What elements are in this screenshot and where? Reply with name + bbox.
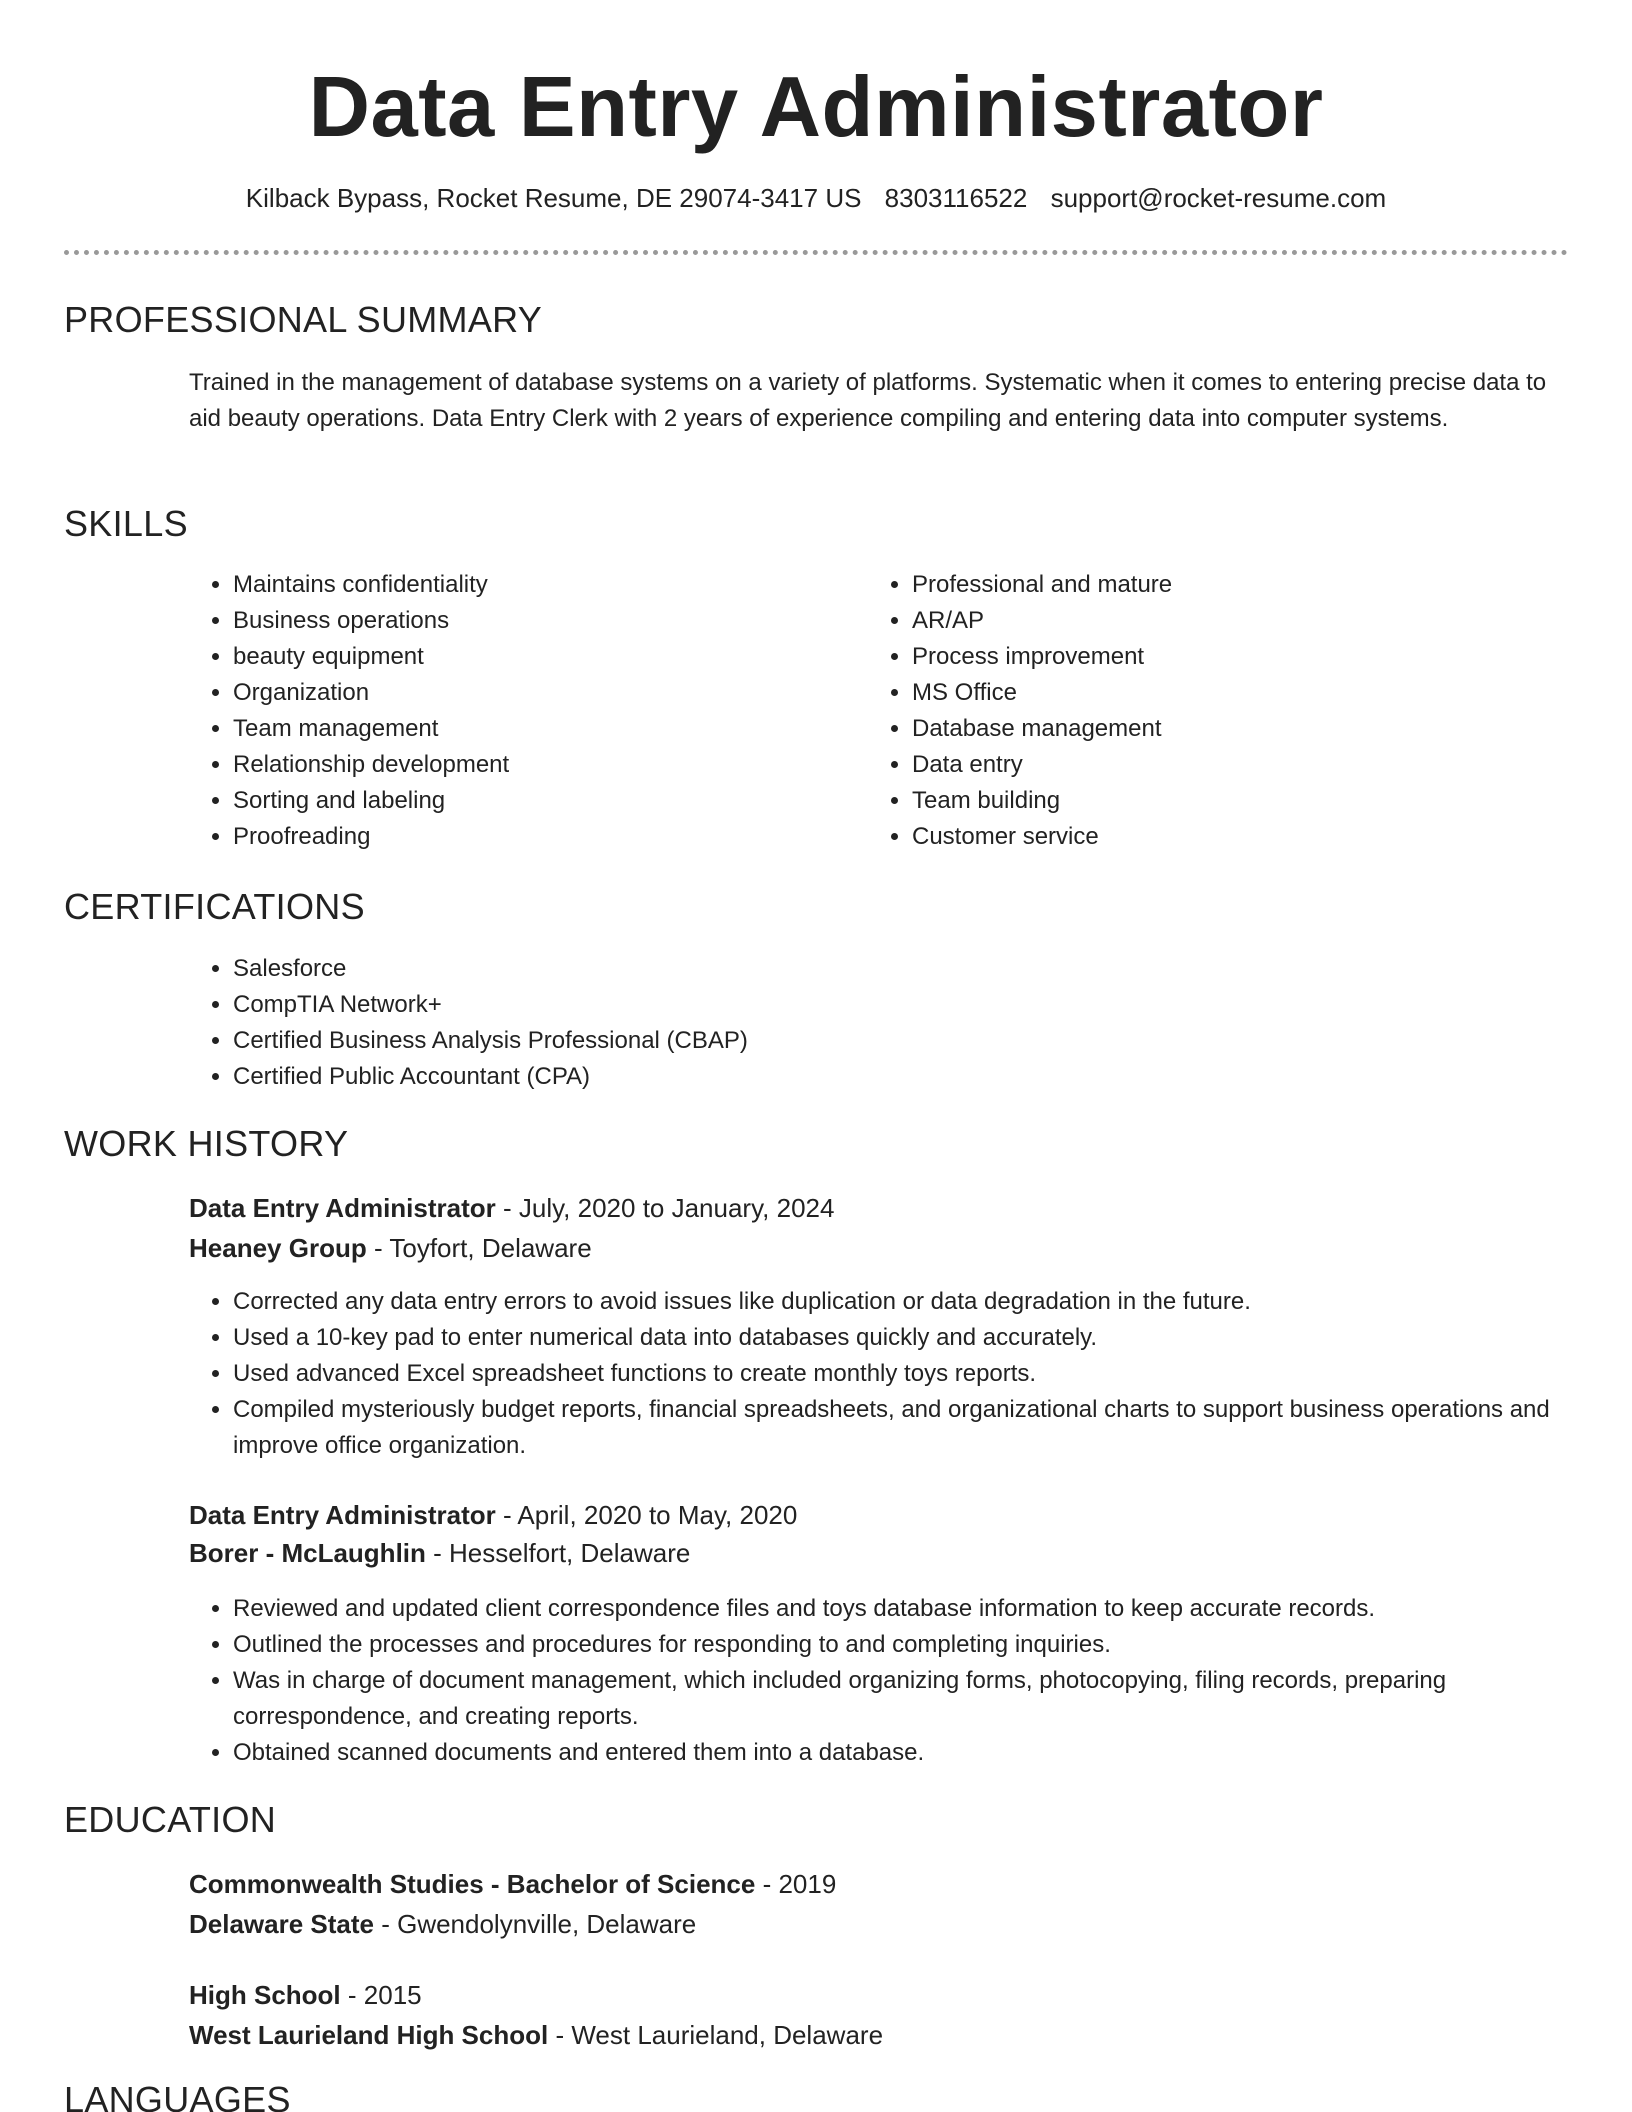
- skill-item: • beauty equipment: [233, 639, 833, 675]
- skill-item: • Organization: [233, 675, 833, 711]
- skill-item: • Process improvement: [912, 639, 1512, 675]
- education-school: West Laurieland High School: [189, 2020, 549, 2050]
- job-bullet: • Reviewed and updated client correspondence files and toys database information to keep accurate records.: [233, 1591, 1608, 1627]
- summary-text: Trained in the management of database systems on a variety of platforms. Systematic when it comes to entering precise data to aid beauty operations. Data Entry Clerk with 2 years of experience compiling and entering data into computer systems.: [189, 369, 1547, 432]
- certification-item: • Certified Business Analysis Professional (CBAP): [233, 1023, 1533, 1059]
- job-bullets: [189, 1284, 1608, 1464]
- job-bullet: • Used a 10-key pad to enter numerical data into databases quickly and accurately.: [233, 1320, 1608, 1356]
- education-year: - 2019: [755, 1869, 837, 1899]
- education-school: Delaware State: [189, 1909, 374, 1939]
- education-degree-line: [189, 1865, 836, 1903]
- skill-item: • AR/AP: [912, 603, 1512, 639]
- job-role: Data Entry Administrator: [189, 1193, 496, 1223]
- work-history-heading: WORK HISTORY: [64, 1123, 349, 1164]
- education-degree-line: [189, 1976, 422, 2014]
- summary-heading: PROFESSIONAL SUMMARY: [64, 299, 543, 340]
- job-company-line: [189, 1534, 690, 1572]
- education-location: - West Laurieland, Delaware: [548, 2020, 884, 2050]
- job-bullet: • Corrected any data entry errors to avoid issues like duplication or data degradation in the future.: [233, 1284, 1608, 1320]
- job-bullet: • Used advanced Excel spreadsheet functions to create monthly toys reports.: [233, 1356, 1608, 1392]
- job-title-line: [189, 1496, 797, 1534]
- education-year: - 2015: [340, 1980, 422, 2010]
- job-title-line: [189, 1189, 834, 1227]
- certification-item: • Salesforce: [233, 951, 1533, 987]
- job-bullet: • Was in charge of document management, which included organizing forms, photocopying, filing records, preparing correspondence, and creating reports.: [233, 1663, 1608, 1735]
- skill-item: • Proofreading: [233, 819, 833, 855]
- education-degree: High School: [189, 1980, 341, 2010]
- certification-item: • Certified Public Accountant (CPA): [233, 1059, 1533, 1095]
- job-role: Data Entry Administrator: [189, 1500, 496, 1530]
- certification-item: • CompTIA Network+: [233, 987, 1533, 1023]
- education-school-line: [189, 2016, 883, 2054]
- job-location: - Toyfort, Delaware: [366, 1233, 592, 1263]
- job-company-line: [189, 1229, 592, 1267]
- job-location: - Hesselfort, Delaware: [425, 1538, 691, 1568]
- skills-list-right: [868, 567, 1512, 855]
- job-company: Heaney Group: [189, 1233, 367, 1263]
- skill-item: • Customer service: [912, 819, 1512, 855]
- education-location: - Gwendolynville, Delaware: [373, 1909, 697, 1939]
- skill-item: • Data entry: [912, 747, 1512, 783]
- job-company: Borer - McLaughlin: [189, 1538, 426, 1568]
- certifications-list: [189, 951, 1533, 1095]
- skill-item: • Database management: [912, 711, 1512, 747]
- languages-heading: LANGUAGES: [64, 2079, 291, 2112]
- skill-item: • Maintains confidentiality: [233, 567, 833, 603]
- skill-item: • Business operations: [233, 603, 833, 639]
- header-divider: [64, 250, 1568, 255]
- job-bullets: [189, 1591, 1608, 1771]
- skill-item: • Team building: [912, 783, 1512, 819]
- contact-email: support@rocket-resume.com: [1050, 183, 1387, 213]
- education-heading: EDUCATION: [64, 1799, 277, 1840]
- skill-item: • Sorting and labeling: [233, 783, 833, 819]
- skills-heading: SKILLS: [64, 503, 188, 544]
- job-bullet: • Obtained scanned documents and entered them into a database.: [233, 1735, 1608, 1771]
- skill-item: • Relationship development: [233, 747, 833, 783]
- education-degree: Commonwealth Studies - Bachelor of Science: [189, 1869, 756, 1899]
- contact-phone: 8303116522: [884, 183, 1028, 213]
- skills-list-left: [189, 567, 833, 855]
- candidate-name: Data Entry Administrator: [308, 60, 1324, 155]
- job-dates: - April, 2020 to May, 2020: [495, 1500, 798, 1530]
- skill-item: • Professional and mature: [912, 567, 1512, 603]
- contact-address: Kilback Bypass, Rocket Resume, DE 29074-3417 US: [245, 183, 862, 213]
- skill-item: • Team management: [233, 711, 833, 747]
- job-dates: - July, 2020 to January, 2024: [495, 1193, 835, 1223]
- contact-line: [0, 180, 1632, 216]
- job-bullet: • Outlined the processes and procedures for responding to and completing inquiries.: [233, 1627, 1608, 1663]
- certifications-heading: CERTIFICATIONS: [64, 886, 365, 927]
- skill-item: • MS Office: [912, 675, 1512, 711]
- job-bullet: • Compiled mysteriously budget reports, financial spreadsheets, and organizational charts to support business operations and improve office organization.: [233, 1392, 1608, 1464]
- education-school-line: [189, 1905, 696, 1943]
